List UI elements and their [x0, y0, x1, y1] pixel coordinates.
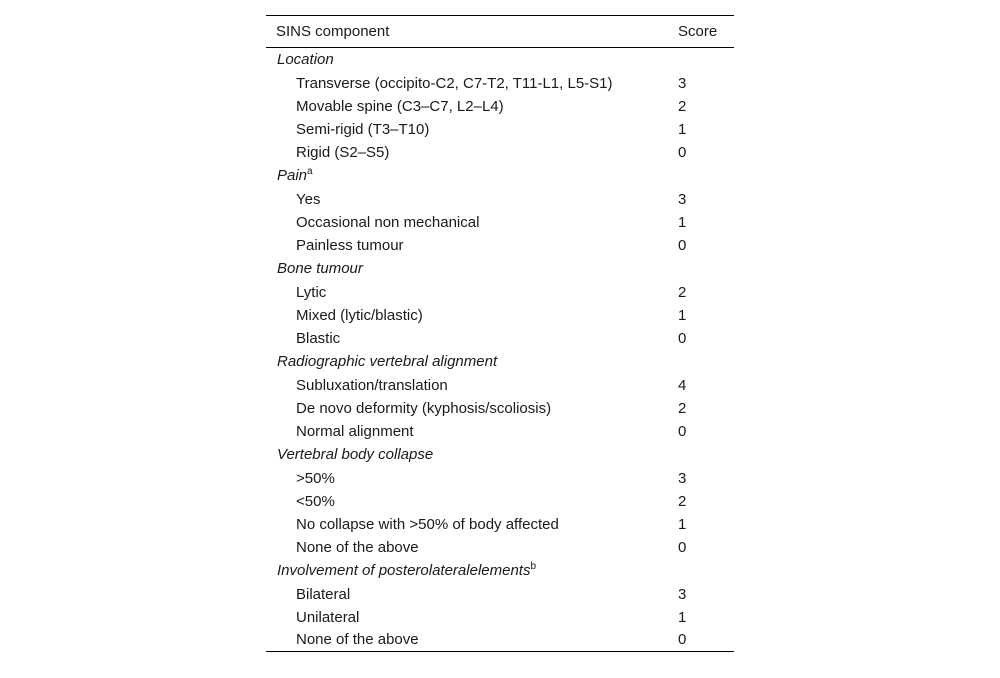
item-label: >50% — [296, 469, 335, 487]
item-label: Movable spine (C3–C7, L2–L4) — [296, 97, 504, 115]
item-score: 2 — [678, 492, 687, 510]
table-row — [266, 397, 734, 420]
category-row — [266, 350, 734, 374]
header-row — [266, 16, 734, 48]
table-row — [266, 281, 734, 304]
table-row — [266, 304, 734, 327]
table-row — [266, 374, 734, 397]
item-label: Normal alignment — [296, 422, 414, 440]
item-label: Bilateral — [296, 585, 351, 603]
footnote-marker: a — [307, 166, 313, 177]
item-score: 0 — [666, 629, 734, 652]
category-heading — [266, 443, 734, 467]
item-score: 3 — [678, 585, 687, 603]
category-heading — [266, 257, 734, 281]
header-component: SINS component — [266, 16, 666, 48]
item-label: Yes — [296, 190, 321, 208]
table-row — [266, 234, 734, 257]
category-heading — [266, 559, 734, 583]
item-label: Painless tumour — [296, 236, 404, 254]
item-score: 2 — [678, 399, 687, 417]
header-score: Score — [666, 16, 734, 48]
category-label: Involvement of posterolateralelements — [277, 562, 531, 579]
table-row — [266, 72, 734, 95]
item-score: 0 — [678, 143, 687, 161]
table-row — [266, 490, 734, 513]
item-score: 4 — [678, 376, 687, 394]
category-row — [266, 164, 734, 188]
table-row — [266, 420, 734, 443]
item-label: Mixed (lytic/blastic) — [296, 306, 423, 324]
item-label: No collapse with >50% of body affected — [296, 515, 559, 533]
item-label: Blastic — [296, 329, 341, 347]
table-row — [266, 95, 734, 118]
item-label: Lytic — [296, 283, 327, 301]
category-heading — [266, 350, 734, 374]
table-body — [266, 48, 734, 652]
category-row — [266, 48, 734, 72]
category-heading — [266, 48, 734, 72]
item-score: 2 — [678, 283, 687, 301]
item-label: <50% — [296, 492, 335, 510]
item-label: None of the above — [296, 538, 419, 556]
table-row — [266, 536, 734, 559]
category-label: Bone tumour — [277, 260, 363, 277]
item-score: 2 — [678, 97, 687, 115]
item-label: De novo deformity (kyphosis/scoliosis) — [296, 399, 552, 417]
table-row — [266, 606, 734, 629]
item-label: Unilateral — [296, 608, 360, 626]
item-score: 0 — [678, 538, 687, 556]
item-label: Rigid (S2–S5) — [296, 143, 390, 161]
item-score: 1 — [678, 515, 687, 533]
table-row — [266, 211, 734, 234]
item-score: 0 — [678, 422, 687, 440]
item-score: 3 — [678, 74, 687, 92]
item-score: 3 — [678, 190, 687, 208]
table-row — [266, 467, 734, 490]
category-label: Vertebral body collapse — [277, 446, 434, 463]
item-score: 3 — [678, 469, 687, 487]
category-row — [266, 257, 734, 281]
table-row — [266, 118, 734, 141]
item-label: None of the above — [266, 629, 666, 652]
item-label: Semi-rigid (T3–T10) — [296, 120, 430, 138]
item-score: 1 — [678, 213, 687, 231]
table-row — [266, 513, 734, 536]
item-score: 0 — [678, 236, 687, 254]
item-score: 1 — [678, 120, 687, 138]
item-score: 0 — [678, 329, 687, 347]
item-score: 1 — [678, 306, 687, 324]
category-row — [266, 443, 734, 467]
item-label: Transverse (occipito-C2, C7-T2, T11-L1, L5-S1) — [296, 74, 613, 92]
table-row — [266, 629, 734, 652]
table-row — [266, 327, 734, 350]
table-row — [266, 188, 734, 211]
category-row — [266, 559, 734, 583]
footnote-marker: b — [530, 561, 537, 572]
item-score: 1 — [678, 608, 687, 626]
item-label: Subluxation/translation — [296, 376, 448, 394]
category-label: Pain — [277, 167, 308, 184]
table-row — [266, 141, 734, 164]
item-label: Occasional non mechanical — [296, 213, 480, 231]
category-label: Radiographic vertebral alignment — [277, 353, 498, 370]
category-heading — [266, 164, 734, 188]
table-row — [266, 583, 734, 606]
category-label: Location — [277, 51, 334, 69]
sins-table — [266, 15, 734, 652]
